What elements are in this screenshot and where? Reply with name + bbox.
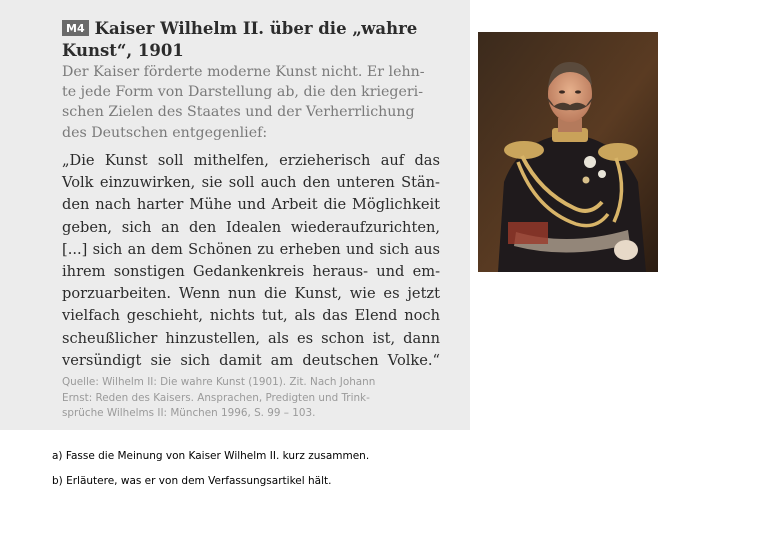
task-a: a) Fasse die Meinung von Kaiser Wilhelm II. kurz zusammen. bbox=[52, 450, 370, 462]
source-heading bbox=[62, 18, 452, 62]
quote-line: Volk einzuwirken, sie soll auch den unteren Stän- bbox=[62, 174, 440, 192]
intro-line: des Deutschen entgegenlief: bbox=[62, 124, 268, 141]
quote-line: ihrem sonstigen Gedankenkreis heraus- und em- bbox=[62, 263, 440, 281]
task-list bbox=[52, 450, 732, 500]
quote-line: vielfach geschieht, nichts tut, als das Elend noch bbox=[62, 307, 440, 325]
intro-text bbox=[62, 62, 440, 143]
citation-line: sprüche Wilhelms II: München 1996, S. 99 – 103. bbox=[62, 407, 316, 419]
intro-line: schen Zielen des Staates und der Verherrlichung bbox=[62, 104, 415, 121]
heading-line-2: Kunst“, 1901 bbox=[62, 41, 184, 60]
quote-line: scheußlicher hinzustellen, als es schon ist, dann bbox=[62, 329, 440, 347]
intro-line: Der Kaiser förderte moderne Kunst nicht. Er lehn- bbox=[62, 64, 425, 80]
quote-line: porzuarbeiten. Wenn nun die Kunst, wie es jetzt bbox=[62, 285, 440, 303]
quote-line: [...] sich an dem Schönen zu erheben und sich aus bbox=[62, 240, 440, 258]
citation-line: Quelle: Wilhelm II: Die wahre Kunst (1901). Zit. Nach Johann bbox=[62, 376, 376, 388]
quote-line: den nach harter Mühe und Arbeit die Möglichkeit bbox=[62, 196, 440, 214]
quote-line: geben, sich an den Idealen wiederaufzurichten, bbox=[62, 218, 440, 236]
material-badge: M4 bbox=[62, 20, 89, 36]
portrait-image bbox=[478, 32, 658, 272]
portrait-kaiser-icon bbox=[478, 32, 658, 272]
citation-line: Ernst: Reden des Kaisers. Ansprachen, Predigten und Trink- bbox=[62, 391, 370, 404]
source-m4-block bbox=[0, 0, 470, 430]
source-citation bbox=[62, 375, 432, 422]
quote-text bbox=[62, 150, 440, 372]
quote-line: „Die Kunst soll mithelfen, erzieherisch auf das bbox=[62, 152, 440, 169]
intro-line: te jede Form von Darstellung ab, die den kriegeri- bbox=[62, 84, 423, 101]
quote-line: versündigt sie sich damit am deutschen Volke.“ bbox=[62, 351, 440, 369]
task-b: b) Erläutere, was er von dem Verfassungsartikel hält. bbox=[52, 475, 332, 487]
heading-line-1: Kaiser Wilhelm II. über die „wahre bbox=[94, 19, 418, 38]
